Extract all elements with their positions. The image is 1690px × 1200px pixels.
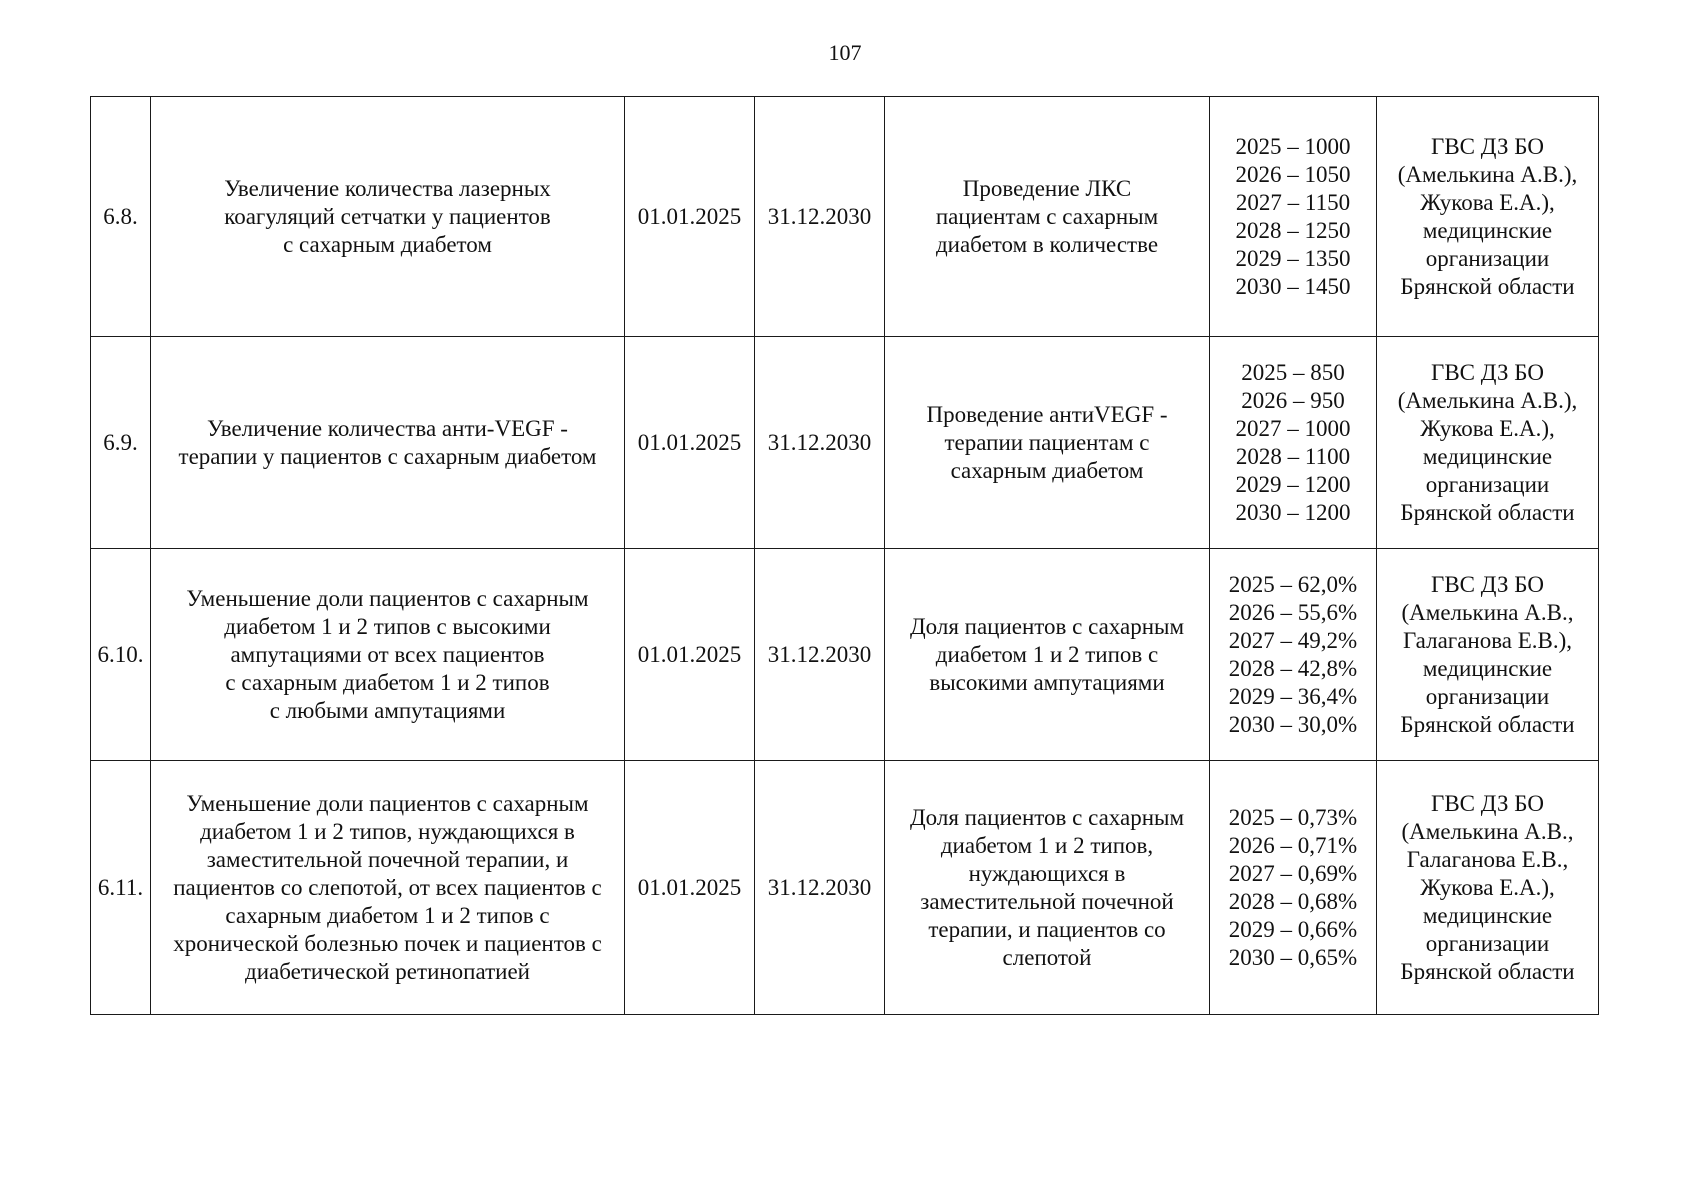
table-row bbox=[91, 337, 1599, 549]
measure-name: Уменьшение доли пациентов с сахарным диабетом 1 и 2 типов, нуждающихся в заместительной почечной терапии, и пациентов со слепотой, от всех пациентов с сахарным диабетом 1 и 2 типов с хронической болезнью почек и пациентов с диабетической ретинопатией bbox=[151, 761, 625, 1015]
measure-name: Увеличение количества анти-VEGF - терапии у пациентов с сахарным диабетом bbox=[151, 337, 625, 549]
target-values: 2025 – 62,0% 2026 – 55,6% 2027 – 49,2% 2028 – 42,8% 2029 – 36,4% 2030 – 30,0% bbox=[1210, 549, 1377, 761]
responsible-parties: ГВС ДЗ БО (Амелькина А.В., Галаганова Е.В.), медицинские организации Брянской области bbox=[1377, 549, 1599, 761]
measure-name: Уменьшение доли пациентов с сахарным диабетом 1 и 2 типов с высокими ампутациями от всех пациентов с сахарным диабетом 1 и 2 типов с любыми ампутациями bbox=[151, 549, 625, 761]
end-date: 31.12.2030 bbox=[755, 97, 885, 337]
result-description: Проведение ЛКС пациентам с сахарным диабетом в количестве bbox=[885, 97, 1210, 337]
responsible-parties: ГВС ДЗ БО (Амелькина А.В., Галаганова Е.В., Жукова Е.А.), медицинские организации Брянской области bbox=[1377, 761, 1599, 1015]
end-date: 31.12.2030 bbox=[755, 337, 885, 549]
end-date: 31.12.2030 bbox=[755, 549, 885, 761]
row-number: 6.8. bbox=[91, 97, 151, 337]
target-values: 2025 – 1000 2026 – 1050 2027 – 1150 2028 – 1250 2029 – 1350 2030 – 1450 bbox=[1210, 97, 1377, 337]
start-date: 01.01.2025 bbox=[625, 549, 755, 761]
responsible-parties: ГВС ДЗ БО (Амелькина А.В.), Жукова Е.А.), медицинские организации Брянской области bbox=[1377, 97, 1599, 337]
result-description: Доля пациентов с сахарным диабетом 1 и 2 типов, нуждающихся в заместительной почечной терапии, и пациентов со слепотой bbox=[885, 761, 1210, 1015]
measure-name: Увеличение количества лазерных коагуляций сетчатки у пациентов с сахарным диабетом bbox=[151, 97, 625, 337]
row-number: 6.10. bbox=[91, 549, 151, 761]
table-row bbox=[91, 97, 1599, 337]
start-date: 01.01.2025 bbox=[625, 97, 755, 337]
target-values: 2025 – 850 2026 – 950 2027 – 1000 2028 – 1100 2029 – 1200 2030 – 1200 bbox=[1210, 337, 1377, 549]
start-date: 01.01.2025 bbox=[625, 337, 755, 549]
result-description: Доля пациентов с сахарным диабетом 1 и 2 типов с высокими ампутациями bbox=[885, 549, 1210, 761]
row-number: 6.11. bbox=[91, 761, 151, 1015]
result-description: Проведение антиVEGF - терапии пациентам с сахарным диабетом bbox=[885, 337, 1210, 549]
end-date: 31.12.2030 bbox=[755, 761, 885, 1015]
table-row bbox=[91, 761, 1599, 1015]
page-number: 107 bbox=[828, 40, 862, 65]
target-values: 2025 – 0,73% 2026 – 0,71% 2027 – 0,69% 2028 – 0,68% 2029 – 0,66% 2030 – 0,65% bbox=[1210, 761, 1377, 1015]
table-row bbox=[91, 549, 1599, 761]
responsible-parties: ГВС ДЗ БО (Амелькина А.В.), Жукова Е.А.), медицинские организации Брянской области bbox=[1377, 337, 1599, 549]
measures-table bbox=[90, 96, 1599, 1015]
start-date: 01.01.2025 bbox=[625, 761, 755, 1015]
row-number: 6.9. bbox=[91, 337, 151, 549]
